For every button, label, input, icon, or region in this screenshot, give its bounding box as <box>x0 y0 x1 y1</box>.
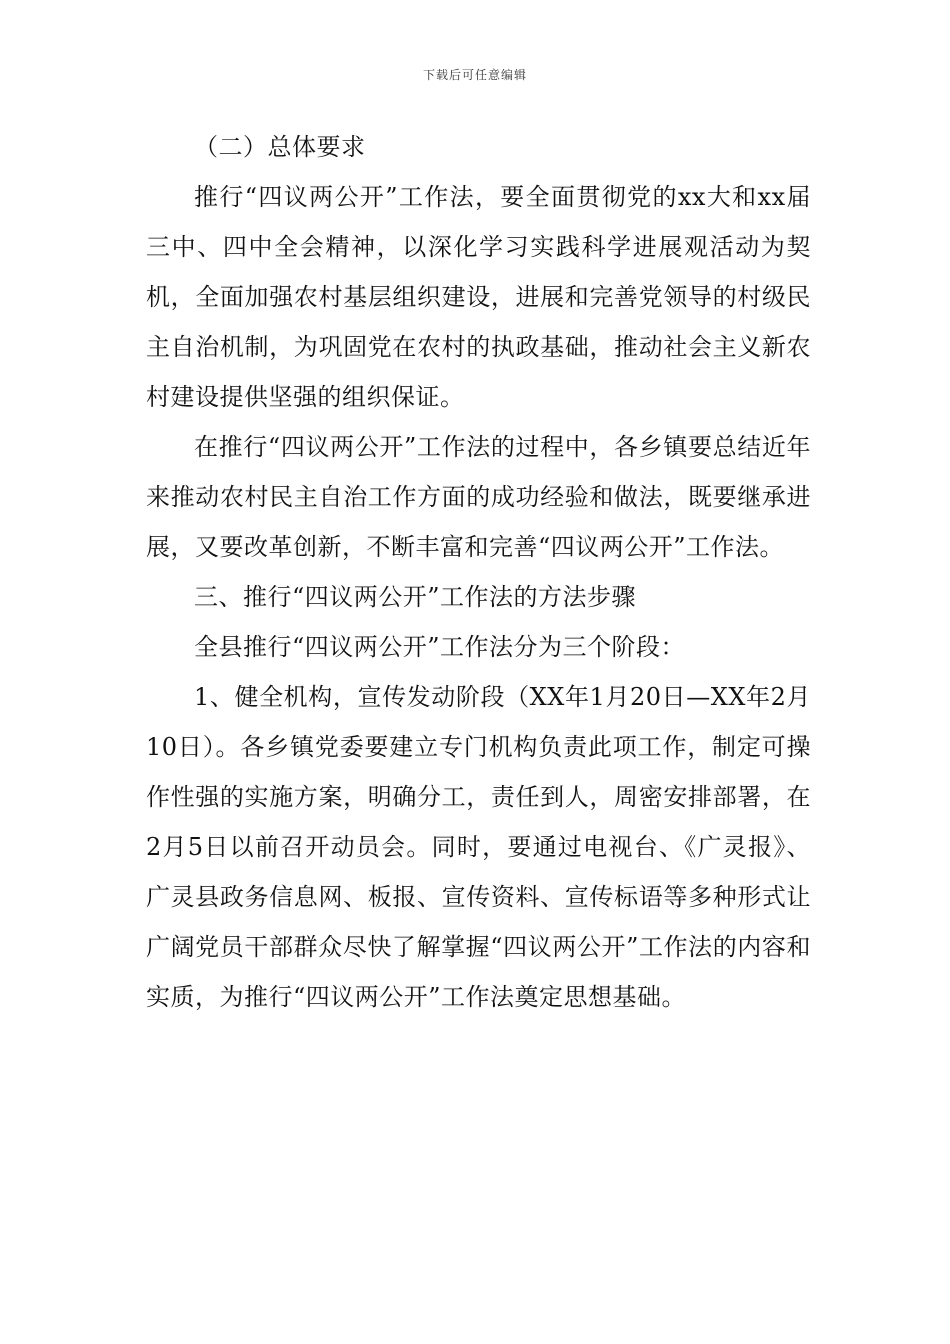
section-heading-method-steps: 三、推行“四议两公开”工作法的方法步骤 <box>194 583 637 611</box>
paragraph: 1、健全机构，宣传发动阶段（XX年1月20日—XX年2月10日）。各乡镇党委要建立专门机构负责此项工作，制定可操作性强的实施方案，明确分工，责任到人，周密安排部署，在2月5日以前召开动员会。同时，要通过电视台、《广灵报》、广灵县政务信息网、板报、宣传资料、宣传标语等多种形式让广阔党员干部群众尽快了解掌握“四议两公开”工作法的内容和实质，为推行“四议两公开”工作法奠定思想基础。 <box>146 683 811 1011</box>
paragraph: 在推行“四议两公开”工作法的过程中，各乡镇要总结近年来推动农村民主自治工作方面的成功经验和做法，既要继承进展，又要改革创新，不断丰富和完善“四议两公开”工作法。 <box>146 433 811 561</box>
paragraph: 全县推行“四议两公开”工作法分为三个阶段： <box>194 633 686 661</box>
paragraph: 推行“四议两公开”工作法，要全面贯彻党的xx大和xx届三中、四中全会精神，以深化学习实践科学进展观活动为契机，全面加强农村基层组织建设，进展和完善党领导的村级民主自治机制，为巩固党在农村的执政基础，推动社会主义新农村建设提供坚强的组织保证。 <box>146 183 811 411</box>
document-body <box>146 122 811 1022</box>
section-heading-overall-requirements: （二）总体要求 <box>194 133 366 161</box>
header-note: 下载后可任意编辑 <box>422 68 527 82</box>
